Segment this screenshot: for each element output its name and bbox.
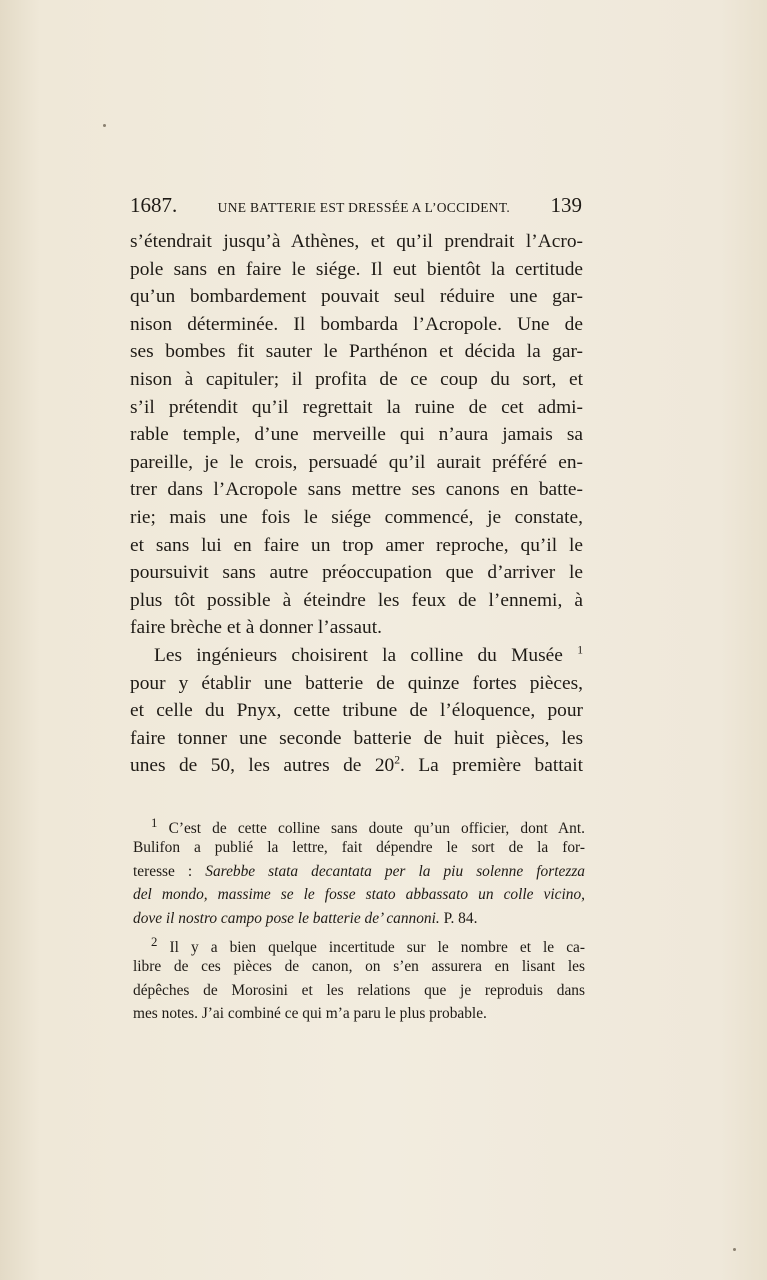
body-line: et celle du Pnyx, cette tribune de l’éloquence, pour [130,700,583,722]
page-number: 139 [550,193,582,217]
body-line-text: unes de 50, les autres de 20 [130,755,395,777]
body-line: et sans lui en faire un trop amer reproche, qu’il le [130,534,583,556]
footnote-ref-2[interactable]: 2 [394,753,401,767]
body-line: qu’un bombardement pouvait seul réduire une gar- [130,286,583,308]
body-line: ses bombes fit sauter le Parthénon et décida la gar- [130,341,583,363]
header-year: 1687. [130,193,178,217]
footnote-2-line: dépêches de Morosini et les relations que je reproduis dans [133,981,585,999]
body-line: faire brèche et à donner l’assaut. [130,617,382,639]
footnote-2-line [133,931,585,955]
body-line-text: Les ingénieurs choisirent la colline du Musée [154,644,563,666]
header-title: UNE BATTERIE EST DRESSÉE A L’OCCIDENT. [217,200,511,215]
body-line: s’il prétendit qu’il regrettait la ruine de cet admi- [130,396,583,418]
body-line: pour y établir une batterie de quinze fortes pièces, [130,672,583,694]
footnote-2-line: libre de ces pièces de canon, on s’en assurera en lisant les [133,957,585,975]
body-line: faire tonner une seconde batterie de huit pièces, les [130,727,583,749]
body-line-text: . La première battait [400,755,584,777]
paper-speck [733,1248,736,1251]
footnote-text: Il y a bien quelque incertitude sur le nombre et le ca- [169,939,585,957]
body-line: nison déterminée. Il bombarda l’Acropole. Une de [130,313,583,335]
italic-quote: dove il nostro campo pose le batterie de’ cannoni. [133,910,440,928]
footnote-1-line [133,860,585,884]
footnote-2-line: mes notes. J’ai combiné ce qui m’a paru le plus probable. [133,1005,487,1023]
body-line: pareille, je le crois, persuadé qu’il aurait préféré en- [130,451,583,473]
body-line: s’étendrait jusqu’à Athènes, et qu’il prendrait l’Acro- [130,231,583,252]
body-line: poursuivit sans autre préoccupation que d’arriver le [130,562,583,584]
italic-quote: Sarebbe stata decantata per la piu solenne fortezza [205,862,586,880]
body-text [130,228,583,780]
body-line [130,642,583,670]
footnote-1-line: Bulifon a publié la lettre, fait dépendre le sort de la for- [133,838,585,856]
body-line: plus tôt possible à éteindre les feux de l’ennemi, à [130,589,583,611]
footnote-page-ref: P. 84. [443,910,478,928]
body-line: rable temple, d’une merveille qui n’aura jamais sa [130,424,583,446]
footnote-1-line: del mondo, massime se le fosse stato abbassato un colle vicino, [133,886,585,904]
footnote-1-line [133,812,585,836]
footnote-text: teresse : [133,862,193,880]
footnote-ref-1[interactable]: 1 [577,643,583,657]
footnote-2-mark: 2 [151,934,158,949]
body-line [130,752,583,780]
footnote-1-line [133,907,585,931]
running-header [130,193,582,227]
footnote-text: C’est de cette colline sans doute qu’un officier, dont Ant. [168,820,585,838]
body-line: trer dans l’Acropole sans mettre ses canons en batte- [130,479,583,501]
body-line: rie; mais une fois le siége commencé, je constate, [130,506,583,528]
footnotes [133,812,585,1026]
body-line: pole sans en faire le siége. Il eut bientôt la certitude [130,258,583,280]
footnote-1-mark: 1 [151,816,158,830]
paper-speck [103,124,106,127]
body-line: nison à capituler; il profita de ce coup du sort, et [130,368,583,390]
